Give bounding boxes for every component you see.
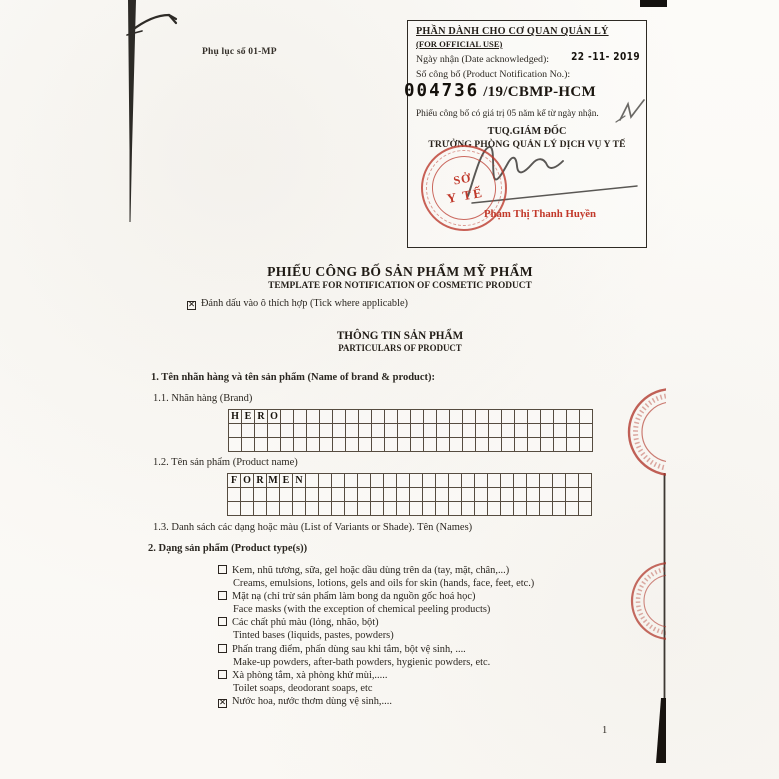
letter-cell[interactable] bbox=[371, 488, 384, 502]
letter-cell[interactable] bbox=[332, 488, 345, 502]
product-type-option-soaps bbox=[218, 670, 387, 681]
letter-cell[interactable] bbox=[359, 438, 372, 452]
letter-cell[interactable] bbox=[476, 438, 489, 452]
option-label-en: Creams, emulsions, lotions, gels and oils for skin (hands, face, feet, etc.) bbox=[233, 578, 535, 589]
letter-cell[interactable] bbox=[293, 502, 306, 516]
product-name-letter-grid[interactable] bbox=[227, 473, 592, 516]
letter-cell[interactable] bbox=[554, 410, 567, 424]
signer-name: Phạm Thị Thanh Huyền bbox=[483, 208, 597, 220]
letter-cell[interactable] bbox=[566, 502, 579, 516]
date-stamp: 22 -11- 2019 bbox=[571, 50, 640, 63]
letter-cell[interactable] bbox=[384, 488, 397, 502]
section2-heading: 2. Dạng sản phẩm (Product type(s)) bbox=[148, 543, 308, 554]
pen-mark-icon bbox=[127, 15, 176, 35]
letter-cell[interactable] bbox=[228, 488, 241, 502]
letter-cell[interactable] bbox=[567, 410, 580, 424]
option-label-en: Face masks (with the exception of chemical peeling products) bbox=[233, 604, 491, 615]
letter-cell[interactable] bbox=[280, 488, 293, 502]
letter-cell[interactable] bbox=[449, 488, 462, 502]
letter-cell[interactable] bbox=[436, 488, 449, 502]
letter-cell[interactable] bbox=[280, 502, 293, 516]
letter-cell[interactable] bbox=[268, 438, 281, 452]
tick-note-label: Đánh dấu vào ô thích hợp (Tick where applicable) bbox=[201, 298, 408, 309]
signer-title-1: TUQ.GIÁM ĐỐC bbox=[487, 126, 567, 137]
letter-cell[interactable] bbox=[515, 438, 528, 452]
letter-cell[interactable] bbox=[320, 438, 333, 452]
appendix-label: Phụ lục số 01-MP bbox=[202, 47, 277, 57]
letter-cell[interactable] bbox=[281, 424, 294, 438]
letter-cell[interactable] bbox=[358, 502, 371, 516]
letter-cell[interactable]: N bbox=[293, 474, 306, 488]
letter-cell[interactable] bbox=[345, 474, 358, 488]
letter-cell[interactable] bbox=[580, 438, 593, 452]
document-title-vn: PHIẾU CÔNG BỐ SẢN PHẨM MỸ PHẨM bbox=[267, 264, 533, 279]
letter-cell[interactable] bbox=[579, 502, 592, 516]
letter-cell[interactable] bbox=[333, 424, 346, 438]
letter-cell[interactable] bbox=[228, 502, 241, 516]
letter-cell[interactable] bbox=[281, 410, 294, 424]
letter-cell[interactable] bbox=[566, 488, 579, 502]
letter-cell[interactable] bbox=[397, 502, 410, 516]
checkbox-powders[interactable] bbox=[218, 644, 227, 653]
tick-note bbox=[187, 298, 408, 310]
letter-cell[interactable] bbox=[241, 502, 254, 516]
letter-cell[interactable] bbox=[307, 424, 320, 438]
letter-cell[interactable] bbox=[450, 410, 463, 424]
checkbox-perfumes[interactable]: ✕ bbox=[219, 698, 227, 708]
letter-cell[interactable] bbox=[579, 488, 592, 502]
letter-cell[interactable] bbox=[514, 502, 527, 516]
letter-cell[interactable] bbox=[229, 438, 242, 452]
product-info-heading bbox=[120, 330, 680, 353]
letter-cell[interactable] bbox=[554, 424, 567, 438]
notification-number-stamp: 004736 bbox=[404, 81, 480, 101]
checkbox-tinted-bases[interactable] bbox=[218, 617, 227, 626]
edge-stamp-top-icon bbox=[629, 389, 715, 475]
letter-cell[interactable] bbox=[437, 438, 450, 452]
letter-cell[interactable] bbox=[385, 438, 398, 452]
document-title-en: TEMPLATE FOR NOTIFICATION OF COSMETIC PRODUCT bbox=[268, 281, 532, 291]
page-fold-line-thick bbox=[656, 698, 666, 763]
letter-cell[interactable] bbox=[345, 502, 358, 516]
letter-cell[interactable] bbox=[411, 410, 424, 424]
section1-heading: 1. Tên nhãn hàng và tên sản phẩm (Name of brand & product): bbox=[151, 372, 436, 383]
document-title-block bbox=[120, 264, 680, 291]
date-acknowledged-label: Ngày nhận (Date acknowledged): bbox=[416, 54, 549, 65]
letter-cell[interactable] bbox=[306, 502, 319, 516]
letter-cell[interactable]: O bbox=[241, 474, 254, 488]
letter-cell[interactable] bbox=[255, 438, 268, 452]
letter-cell[interactable] bbox=[268, 424, 281, 438]
letter-cell[interactable] bbox=[527, 474, 540, 488]
letter-cell[interactable] bbox=[306, 474, 319, 488]
letter-cell[interactable] bbox=[449, 502, 462, 516]
letter-cell[interactable] bbox=[267, 488, 280, 502]
health-department-stamp-icon bbox=[414, 138, 514, 238]
letter-cell[interactable] bbox=[553, 488, 566, 502]
letter-cell[interactable] bbox=[540, 488, 553, 502]
letter-cell[interactable] bbox=[488, 502, 501, 516]
official-box-title-vn: PHẦN DÀNH CHO CƠ QUAN QUẢN LÝ bbox=[416, 26, 609, 37]
letter-cell[interactable] bbox=[294, 424, 307, 438]
letter-cell[interactable] bbox=[528, 438, 541, 452]
letter-cell[interactable] bbox=[514, 474, 527, 488]
letter-cell[interactable] bbox=[384, 502, 397, 516]
letter-cell[interactable] bbox=[475, 488, 488, 502]
checkbox-creams[interactable] bbox=[218, 565, 227, 574]
letter-cell[interactable] bbox=[371, 502, 384, 516]
product-type-option-perfumes bbox=[218, 696, 392, 708]
page-number: 1 bbox=[602, 725, 608, 736]
validity-note: Phiếu công bố có giá trị 05 năm kể từ ngày nhận. bbox=[416, 109, 599, 119]
letter-cell[interactable] bbox=[307, 438, 320, 452]
letter-cell[interactable] bbox=[502, 424, 515, 438]
letter-cell[interactable] bbox=[242, 424, 255, 438]
product-name-label: 1.2. Tên sản phẩm (Product name) bbox=[153, 457, 298, 468]
option-label-en: Make-up powders, after-bath powders, hygienic powders, etc. bbox=[233, 657, 491, 668]
letter-cell[interactable] bbox=[436, 502, 449, 516]
letter-cell[interactable]: F bbox=[228, 474, 241, 488]
letter-cell[interactable] bbox=[320, 424, 333, 438]
letter-cell[interactable] bbox=[281, 438, 294, 452]
stamp-text-line1: SỞ bbox=[452, 170, 473, 188]
letter-cell[interactable] bbox=[346, 424, 359, 438]
option-label-vn: Xà phòng tắm, xà phòng khử mùi,..... bbox=[232, 670, 388, 681]
letter-cell[interactable]: H bbox=[229, 410, 242, 424]
letter-cell[interactable] bbox=[398, 438, 411, 452]
letter-cell[interactable] bbox=[372, 410, 385, 424]
product-type-option-powders bbox=[218, 644, 466, 655]
letter-cell[interactable]: O bbox=[268, 410, 281, 424]
letter-cell[interactable] bbox=[320, 410, 333, 424]
letter-cell[interactable] bbox=[463, 438, 476, 452]
letter-cell[interactable] bbox=[554, 438, 567, 452]
letter-cell[interactable] bbox=[502, 438, 515, 452]
letter-cell[interactable] bbox=[358, 474, 371, 488]
letter-cell[interactable] bbox=[242, 438, 255, 452]
notification-number-row bbox=[404, 81, 596, 101]
letter-cell[interactable] bbox=[541, 438, 554, 452]
letter-cell[interactable] bbox=[372, 438, 385, 452]
option-label-vn: Kem, nhũ tương, sữa, gel hoặc dầu dùng trên da (tay, mặt, chân,...) bbox=[232, 565, 510, 576]
letter-cell[interactable] bbox=[463, 410, 476, 424]
letter-cell[interactable] bbox=[540, 474, 553, 488]
option-label-en: Toilet soaps, deodorant soaps, etc bbox=[233, 683, 373, 694]
letter-cell[interactable] bbox=[241, 488, 254, 502]
letter-cell[interactable] bbox=[332, 502, 345, 516]
option-label-vn: Các chất phủ màu (lỏng, nhão, bột) bbox=[232, 617, 379, 628]
edge-stamp-bottom-icon bbox=[632, 563, 708, 639]
letter-cell[interactable] bbox=[398, 410, 411, 424]
letter-cell[interactable] bbox=[450, 424, 463, 438]
letter-cell[interactable] bbox=[333, 438, 346, 452]
letter-cell[interactable] bbox=[384, 474, 397, 488]
option-label-vn: Mặt nạ (chỉ trừ sản phẩm làm bong da nguồn gốc hoá học) bbox=[232, 591, 476, 602]
letter-cell[interactable] bbox=[307, 410, 320, 424]
letter-cell[interactable] bbox=[476, 410, 489, 424]
letter-cell[interactable] bbox=[489, 410, 502, 424]
letter-cell[interactable] bbox=[385, 424, 398, 438]
letter-cell[interactable] bbox=[397, 474, 410, 488]
letter-cell[interactable] bbox=[423, 502, 436, 516]
letter-cell[interactable] bbox=[359, 424, 372, 438]
letter-cell[interactable] bbox=[579, 474, 592, 488]
letter-cell[interactable] bbox=[527, 502, 540, 516]
letter-cell[interactable] bbox=[463, 424, 476, 438]
letter-cell[interactable] bbox=[346, 410, 359, 424]
letter-cell[interactable] bbox=[567, 438, 580, 452]
letter-cell[interactable] bbox=[254, 488, 267, 502]
letter-cell[interactable] bbox=[332, 474, 345, 488]
letter-cell[interactable] bbox=[450, 438, 463, 452]
option-label-en: Tinted bases (liquids, pastes, powders) bbox=[233, 630, 394, 641]
letter-cell[interactable] bbox=[580, 410, 593, 424]
letter-cell[interactable] bbox=[423, 488, 436, 502]
letter-cell[interactable] bbox=[528, 424, 541, 438]
letter-cell[interactable] bbox=[475, 502, 488, 516]
product-info-heading-en: PARTICULARS OF PRODUCT bbox=[338, 343, 462, 353]
letter-cell[interactable] bbox=[254, 502, 267, 516]
letter-cell[interactable] bbox=[436, 474, 449, 488]
letter-cell[interactable] bbox=[541, 424, 554, 438]
letter-cell[interactable] bbox=[437, 410, 450, 424]
letter-cell[interactable] bbox=[294, 410, 307, 424]
product-info-heading-vn: THÔNG TIN SẢN PHẨM bbox=[336, 330, 464, 342]
letter-cell[interactable] bbox=[567, 424, 580, 438]
tick-note-checkbox[interactable]: ✕ bbox=[188, 300, 196, 310]
product-type-option-masks bbox=[218, 591, 475, 602]
letter-cell[interactable] bbox=[515, 424, 528, 438]
notification-number-label: Số công bố (Product Notification No.): bbox=[416, 69, 571, 80]
option-label-vn: Nước hoa, nước thơm dùng vệ sinh,.... bbox=[232, 696, 392, 707]
letter-cell[interactable] bbox=[462, 502, 475, 516]
letter-cell[interactable] bbox=[489, 438, 502, 452]
letter-cell[interactable] bbox=[437, 424, 450, 438]
letter-cell[interactable] bbox=[501, 474, 514, 488]
letter-cell[interactable] bbox=[423, 474, 436, 488]
letter-cell[interactable] bbox=[502, 410, 515, 424]
letter-cell[interactable] bbox=[267, 502, 280, 516]
letter-cell[interactable] bbox=[553, 502, 566, 516]
letter-cell[interactable] bbox=[293, 488, 306, 502]
letter-cell[interactable] bbox=[345, 488, 358, 502]
letter-cell[interactable] bbox=[410, 502, 423, 516]
letter-cell[interactable] bbox=[359, 410, 372, 424]
letter-cell[interactable] bbox=[501, 502, 514, 516]
letter-cell[interactable] bbox=[294, 438, 307, 452]
letter-cell[interactable] bbox=[475, 474, 488, 488]
letter-cell[interactable] bbox=[488, 488, 501, 502]
letter-cell[interactable] bbox=[319, 474, 332, 488]
letter-cell[interactable] bbox=[449, 474, 462, 488]
letter-cell[interactable] bbox=[462, 474, 475, 488]
letter-cell[interactable] bbox=[385, 410, 398, 424]
stamp-text-line2: Y TẾ bbox=[445, 184, 485, 207]
letter-cell[interactable] bbox=[580, 424, 593, 438]
letter-cell[interactable] bbox=[372, 424, 385, 438]
letter-cell[interactable] bbox=[488, 474, 501, 488]
official-box-title-en: (FOR OFFICIAL USE) bbox=[416, 39, 503, 49]
letter-cell[interactable] bbox=[528, 410, 541, 424]
letter-cell[interactable] bbox=[514, 488, 527, 502]
letter-cell[interactable] bbox=[527, 488, 540, 502]
letter-cell[interactable] bbox=[424, 424, 437, 438]
official-use-box bbox=[404, 20, 647, 248]
letter-cell[interactable] bbox=[319, 502, 332, 516]
letter-cell[interactable] bbox=[229, 424, 242, 438]
letter-cell[interactable] bbox=[255, 424, 268, 438]
letter-cell[interactable] bbox=[462, 488, 475, 502]
notification-number-suffix: /19/CBMP-HCM bbox=[483, 84, 596, 100]
letter-cell[interactable] bbox=[553, 474, 566, 488]
letter-cell[interactable]: E bbox=[280, 474, 293, 488]
scan-edge-bar bbox=[640, 0, 667, 7]
letter-cell[interactable] bbox=[411, 438, 424, 452]
letter-cell[interactable] bbox=[515, 410, 528, 424]
letter-cell[interactable]: E bbox=[242, 410, 255, 424]
signer-title-2: TRƯỞNG PHÒNG QUẢN LÝ DỊCH VỤ Y TẾ bbox=[428, 139, 626, 150]
letter-cell[interactable] bbox=[397, 488, 410, 502]
letter-cell[interactable] bbox=[398, 424, 411, 438]
letter-cell[interactable]: M bbox=[267, 474, 280, 488]
letter-cell[interactable]: R bbox=[254, 474, 267, 488]
product-type-option-tinted-bases bbox=[218, 617, 379, 628]
letter-cell[interactable] bbox=[371, 474, 384, 488]
letter-cell[interactable] bbox=[489, 424, 502, 438]
page-edge-shadow bbox=[128, 0, 136, 222]
letter-cell[interactable] bbox=[319, 488, 332, 502]
option-label-vn: Phấn trang điểm, phấn dùng sau khi tắm, bột vệ sinh, .... bbox=[232, 644, 466, 655]
letter-cell[interactable] bbox=[333, 410, 346, 424]
letter-cell[interactable] bbox=[566, 474, 579, 488]
letter-cell[interactable] bbox=[540, 502, 553, 516]
letter-cell[interactable] bbox=[476, 424, 489, 438]
letter-cell[interactable] bbox=[358, 488, 371, 502]
variants-label: 1.3. Danh sách các dạng hoặc màu (List of Variants or Shade). Tên (Names) bbox=[153, 522, 473, 533]
checkbox-soaps[interactable] bbox=[218, 670, 227, 679]
brand-letter-grid[interactable] bbox=[228, 409, 593, 452]
letter-cell[interactable] bbox=[346, 438, 359, 452]
letter-cell[interactable] bbox=[424, 410, 437, 424]
letter-cell[interactable] bbox=[541, 410, 554, 424]
letter-cell[interactable] bbox=[424, 438, 437, 452]
brand-label: 1.1. Nhãn hàng (Brand) bbox=[153, 393, 253, 404]
letter-cell[interactable] bbox=[410, 488, 423, 502]
checkbox-masks[interactable] bbox=[218, 591, 227, 600]
letter-cell[interactable]: R bbox=[255, 410, 268, 424]
letter-cell[interactable] bbox=[306, 488, 319, 502]
product-type-option-creams bbox=[218, 565, 509, 576]
letter-cell[interactable] bbox=[411, 424, 424, 438]
letter-cell[interactable] bbox=[410, 474, 423, 488]
letter-cell[interactable] bbox=[501, 488, 514, 502]
